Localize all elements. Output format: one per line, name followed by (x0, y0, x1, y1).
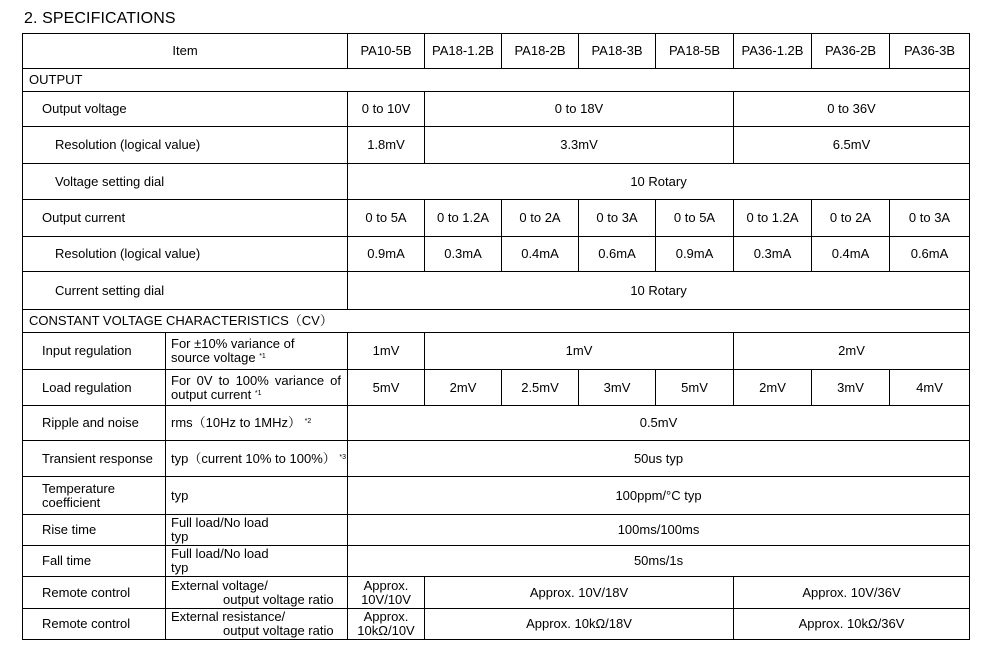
row-label: Fall time (23, 546, 166, 577)
value-cell: 4mV (890, 370, 970, 406)
row-voltage-dial (23, 164, 970, 200)
value-cell: Approx. 10V/18V (425, 577, 734, 609)
item-header: Item (23, 34, 348, 69)
condition-line: output current $^{*1}$ (171, 386, 262, 402)
value-cell: 0.9mA (656, 237, 734, 272)
row-voltage-resolution (23, 127, 970, 164)
row-current-resolution (23, 237, 970, 272)
value-cell: Approx. 10V/10V (348, 577, 425, 609)
value-cell: 0 to 36V (734, 92, 970, 127)
row-label: Ripple and noise (23, 406, 166, 441)
row-label: Remote control (23, 609, 166, 640)
row-label: Resolution (logical value) (23, 127, 348, 164)
condition-cell: External voltage/ output voltage ratio (166, 577, 348, 609)
row-remote-control-voltage (23, 577, 970, 609)
value-cell: 10 Rotary (348, 272, 970, 310)
value-cell: Approx. 10V/36V (734, 577, 970, 609)
value-cell: 0 to 1.2A (734, 200, 812, 237)
model-header: PA18-1.2B (425, 34, 502, 69)
row-label: Rise time (23, 515, 166, 546)
row-label: Voltage setting dial (23, 164, 348, 200)
row-label: Output current (23, 200, 348, 237)
row-label: Remote control (23, 577, 166, 609)
row-label: Current setting dial (23, 272, 348, 310)
header-row (23, 34, 970, 69)
row-fall-time (23, 546, 970, 577)
value-cell: 2mV (734, 370, 812, 406)
value-cell: 1.8mV (348, 127, 425, 164)
row-current-dial (23, 272, 970, 310)
value-cell: 2mV (734, 333, 970, 370)
row-output-current (23, 200, 970, 237)
value-cell: 3.3mV (425, 127, 734, 164)
value-cell: 10 Rotary (348, 164, 970, 200)
row-ripple-noise (23, 406, 970, 441)
condition-cell (166, 370, 348, 406)
row-remote-control-resistance (23, 609, 970, 640)
row-input-regulation (23, 333, 970, 370)
value-cell: 0.3mA (425, 237, 502, 272)
condition-cell (166, 333, 348, 370)
value-cell: 0.9mA (348, 237, 425, 272)
value-cell: 2mV (425, 370, 502, 406)
value-cell: 100ms/100ms (348, 515, 970, 546)
row-label: Output voltage (23, 92, 348, 127)
condition-cell: typ (166, 477, 348, 515)
value-cell: 3mV (812, 370, 890, 406)
value-cell: 0 to 5A (656, 200, 734, 237)
footnote-ref: *2 (304, 418, 312, 425)
value-cell: 50us typ (348, 441, 970, 477)
value-cell: 0.4mA (502, 237, 579, 272)
condition-line: source voltage $^{*1}$ (171, 350, 266, 365)
row-label: Resolution (logical value) (23, 237, 348, 272)
value-cell: Approx. 10kΩ/10V (348, 609, 425, 640)
condition-cell: External resistance/ output voltage ratio (166, 609, 348, 640)
value-cell: 5mV (656, 370, 734, 406)
condition-line: For 0V to 100% variance of (171, 372, 342, 388)
value-cell: 0 to 1.2A (425, 200, 502, 237)
section-row-output (23, 69, 970, 92)
condition-cell: Full load/No load typ (166, 515, 348, 546)
condition-cell: Full load/No load typ (166, 546, 348, 577)
footnote-ref: *1 (254, 389, 262, 397)
model-header: PA10-5B (348, 34, 425, 69)
model-header: PA18-2B (502, 34, 579, 69)
value-cell: 0.4mA (812, 237, 890, 272)
condition-line: For ±10% variance of (171, 336, 295, 351)
row-label: Load regulation (23, 370, 166, 406)
section-title-cv: CONSTANT VOLTAGE CHARACTERISTICS（CV） (23, 310, 970, 333)
footnote-ref: *3 (339, 453, 346, 461)
row-transient-response (23, 441, 970, 477)
value-cell: 5mV (348, 370, 425, 406)
value-cell: 0 to 18V (425, 92, 734, 127)
value-cell: 0.6mA (890, 237, 970, 272)
condition-cell: typ（current 10% to 100%） $^{*3}$ (166, 441, 348, 477)
value-cell: 50ms/1s (348, 546, 970, 577)
row-label: Transient response (23, 441, 166, 477)
value-cell: Approx. 10kΩ/18V (425, 609, 734, 640)
value-cell: 0.6mA (579, 237, 656, 272)
value-cell: 0 to 10V (348, 92, 425, 127)
condition-cell: rms（10Hz to 1MHz） $^{*2}$ (166, 406, 348, 441)
row-temperature-coefficient (23, 477, 970, 515)
section-title-output: OUTPUT (23, 69, 970, 92)
value-cell: Approx. 10kΩ/36V (734, 609, 970, 640)
value-cell: 1mV (425, 333, 734, 370)
value-cell: 100ppm/°C typ (348, 477, 970, 515)
section-row-cv (23, 310, 970, 333)
page-heading: 2. SPECIFICATIONS (24, 10, 176, 27)
value-cell: 0 to 2A (502, 200, 579, 237)
value-cell: 3mV (579, 370, 656, 406)
row-label: Input regulation (23, 333, 166, 370)
value-cell: 0 to 2A (812, 200, 890, 237)
value-cell: 0 to 5A (348, 200, 425, 237)
value-cell: 6.5mV (734, 127, 970, 164)
footnote-ref: *1 (259, 353, 266, 360)
value-cell: 0.5mV (348, 406, 970, 441)
model-header: PA36-2B (812, 34, 890, 69)
row-output-voltage (23, 92, 970, 127)
model-header: PA36-3B (890, 34, 970, 69)
value-cell: 0 to 3A (579, 200, 656, 237)
row-load-regulation (23, 370, 970, 406)
model-header: PA36-1.2B (734, 34, 812, 69)
model-header: PA18-3B (579, 34, 656, 69)
value-cell: 0.3mA (734, 237, 812, 272)
row-label: Temperature coefficient (23, 477, 166, 515)
model-header: PA18-5B (656, 34, 734, 69)
value-cell: 0 to 3A (890, 200, 970, 237)
value-cell: 1mV (348, 333, 425, 370)
specifications-table (22, 33, 970, 640)
row-rise-time (23, 515, 970, 546)
value-cell: 2.5mV (502, 370, 579, 406)
